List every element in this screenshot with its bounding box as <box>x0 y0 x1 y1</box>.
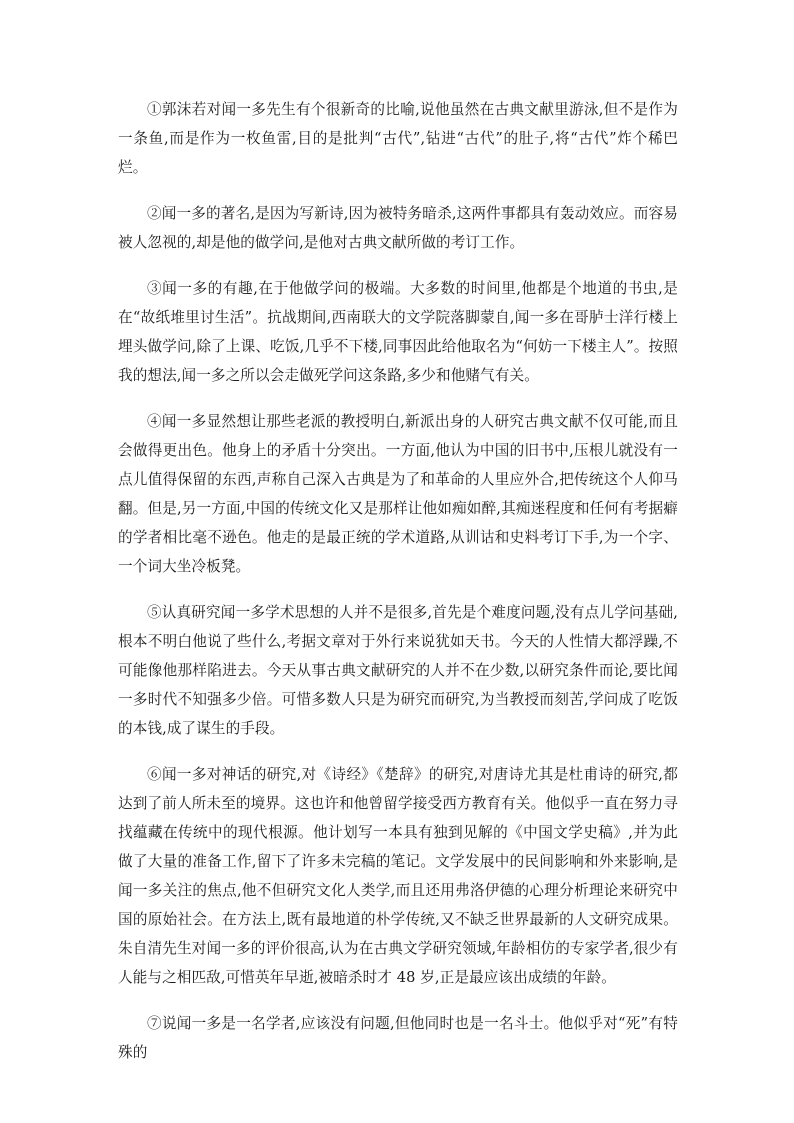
document-page <box>118 95 678 1084</box>
paragraph-7: ⑦说闻一多是一名学者,应该没有问题,但他同时也是一名斗士。他似乎对“死”有特殊的 <box>118 1015 678 1061</box>
paragraph-3: ③闻一多的有趣,在于他做学问的极端。大多数的时间里,他都是个地道的书虫,是在“故纸堆里讨生活”。抗战期间,西南联大的文学院落脚蒙自,闻一多在哥胪士洋行楼上埋头做学问,除了上课、吃饭,几乎不下楼,同事因此给他取名为“何妨一下楼主人”。按照我的想法,闻一多之所以会走做死学问这条路,多少和他赌气有关。 <box>118 280 678 384</box>
paragraph-1: ①郭沫若对闻一多先生有个很新奇的比喻,说他虽然在古典文献里游泳,但不是作为一条鱼,而是作为一枚鱼雷,目的是批判“古代”,钻进“古代”的肚子,将“古代”炸个稀巴烂。 <box>118 101 678 176</box>
paragraph-2: ②闻一多的著名,是因为写新诗,因为被特务暗杀,这两件事都具有轰动效应。而容易被人忽视的,却是他的做学问,是他对古典文献所做的考订工作。 <box>118 205 678 251</box>
paragraph-4: ④闻一多显然想让那些老派的教授明白,新派出身的人研究古典文献不仅可能,而且会做得更出色。他身上的矛盾十分突出。一方面,他认为中国的旧书中,压根儿就没有一点儿值得保留的东西,声称自己深入古典是为了和革命的人里应外合,把传统这个人仰马翻。但是,另一方面,中国的传统文化又是那样让他如痴如醉,其痴迷程度和任何有考据癖的学者相比毫不逊色。他走的是最正统的学术道路,从训诂和史料考订下手,为一个字、一个词大坐冷板凳。 <box>118 413 678 575</box>
paragraph-5: ⑤认真研究闻一多学术思想的人并不是很多,首先是个难度问题,没有点儿学问基础,根本不明白他说了些什么,考据文章对于外行来说犹如天书。今天的人性情大都浮躁,不可能像他那样陷进去。今天从事古典文献研究的人并不在少数,以研究条件而论,要比闻一多时代不知强多少倍。可惜多数人只是为研究而研究,为当教授而刻苦,学问成了吃饭的本钱,成了谋生的手段。 <box>118 604 678 737</box>
paragraph-6: ⑥闻一多对神话的研究,对《诗经》《楚辞》的研究,对唐诗尤其是杜甫诗的研究,都达到了前人所未至的境界。这也许和他曾留学接受西方教育有关。他似乎一直在努力寻找蕴藏在传统中的现代根源。他计划写一本具有独到见解的《中国文学史稿》,并为此做了大量的准备工作,留下了许多未完稿的笔记。文学发展中的民间影响和外来影响,是闻一多关注的焦点,他不但研究文化人类学,而且还用弗洛伊德的心理分析理论来研究中国的原始社会。在方法上,既有最地道的朴学传统,又不缺乏世界最新的人文研究成果。朱自清先生对闻一多的评价很高,认为在古典文学研究领域,年龄相仿的专家学者,很少有人能与之相匹敌,可惜英年早逝,被暗杀时才 48 岁,正是最应该出成绩的年龄。 <box>118 766 678 986</box>
